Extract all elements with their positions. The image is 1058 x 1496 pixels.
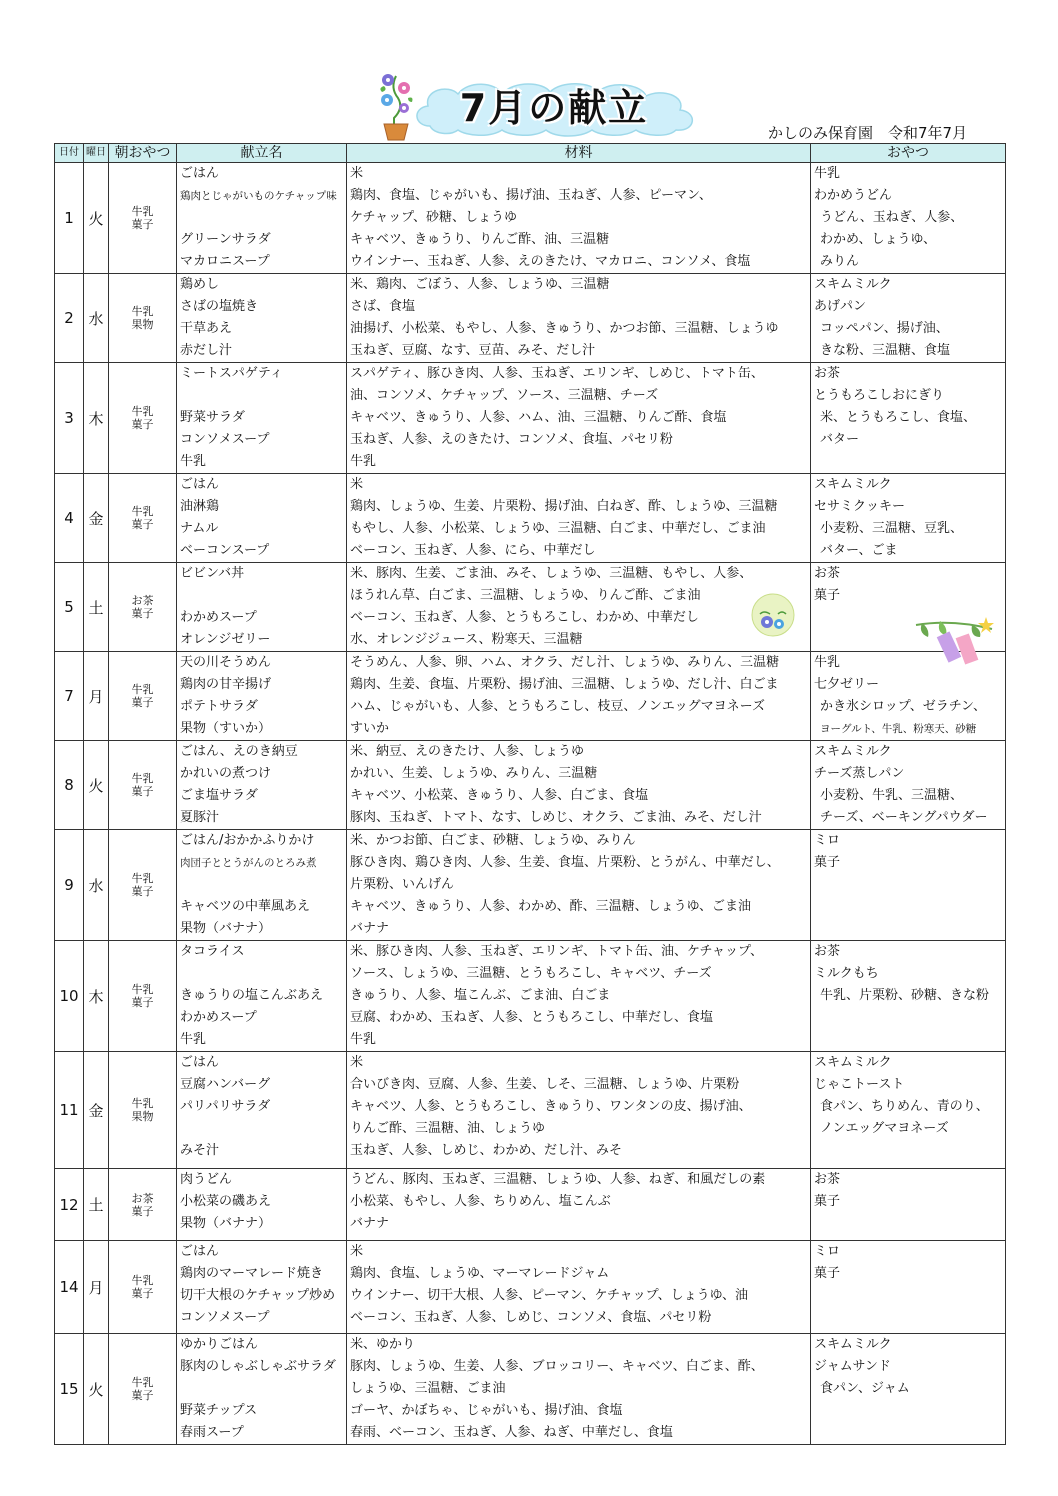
day-cell: 15: [55, 1334, 84, 1445]
breakfast-item: お茶: [131, 594, 154, 607]
snack-line: [811, 1007, 1005, 1029]
menu-body: [55, 163, 1006, 1445]
day-cell: 5: [55, 563, 84, 652]
ingredient-line: ウインナー、切干大根、人参、ピーマン、ケチャップ、しょうゆ、油: [350, 1288, 749, 1303]
weekday-cell: 金: [84, 474, 109, 563]
snack-cell: [811, 363, 1006, 474]
page-title: 7月の献立: [459, 86, 649, 130]
table-row: [55, 563, 1006, 652]
ingredient-line: かれい、生姜、しょうゆ、みりん、三温糖: [350, 766, 598, 781]
breakfast-item: 菓子: [131, 996, 154, 1009]
ingredient-line: ソース、しょうゆ、三温糖、とうもろこし、キャベツ、チーズ: [350, 966, 712, 981]
menu-item: グリーンサラダ: [180, 232, 271, 247]
snack-line: [811, 1422, 1005, 1444]
menu-item: 小松菜の磯あえ: [180, 1194, 272, 1209]
snack-line: セサミクッキー: [814, 499, 906, 514]
weekday-cell: 火: [84, 741, 109, 830]
ingredient-line: 水、オレンジジュース、粉寒天、三温糖: [350, 632, 583, 647]
weekday-cell: 月: [84, 652, 109, 741]
menu-item: 肉うどん: [180, 1172, 233, 1187]
ingredients-cell: [347, 163, 811, 274]
weekday-cell: 火: [84, 1334, 109, 1445]
nursery-and-date: かしのみ保育園 令和7年7月: [768, 124, 968, 142]
snack-line: [811, 1400, 1005, 1422]
snack-line: [811, 896, 1005, 918]
ingredient-line: バナナ: [350, 921, 390, 936]
snack-line: チーズ蒸しパン: [814, 766, 905, 781]
ingredient-line: 油揚げ、小松菜、もやし、人参、きゅうり、かつお節、三温糖、しょうゆ: [350, 321, 779, 336]
ingredient-line: 鶏肉、生姜、食塩、片栗粉、揚げ油、三温糖、しょうゆ、だし汁、白ごま: [350, 677, 779, 692]
breakfast-item: 菓子: [131, 885, 154, 898]
menu-item: ごま塩サラダ: [180, 788, 258, 803]
menu-item: 春雨スープ: [180, 1425, 244, 1440]
snack-line: [811, 1213, 1005, 1235]
breakfast-item: 果物: [131, 1110, 154, 1123]
day-cell: 7: [55, 652, 84, 741]
ingredient-line: 豆腐、わかめ、玉ねぎ、人参、とうもろこし、中華だし、食塩: [350, 1010, 713, 1025]
snack-line: じゃこトースト: [814, 1077, 905, 1092]
ingredient-line: りんご酢、三温糖、油、しょうゆ: [350, 1121, 546, 1136]
menu-item: 鶏肉とじゃがいものケチャップ味: [180, 190, 337, 202]
weekday-cell: 水: [84, 274, 109, 363]
menu-item: ごはん、えのき納豆: [180, 744, 298, 759]
snack-line: ノンエッグマヨネーズ: [820, 1121, 949, 1136]
morning-glory-badge-icon: [750, 592, 796, 638]
ingredient-line: 玉ねぎ、豆腐、なす、豆苗、みそ、だし汁: [350, 343, 596, 358]
snack-line: コッペパン、揚げ油、: [820, 321, 949, 336]
table-row: [55, 1052, 1006, 1169]
ingredients-cell: [347, 1241, 811, 1334]
breakfast-item: お茶: [131, 1191, 154, 1205]
snack-line: [811, 1285, 1005, 1307]
menu-item: ごはん: [180, 1244, 220, 1259]
ingredient-line: もやし、人参、小松菜、しょうゆ、三温糖、白ごま、中華だし、ごま油: [350, 521, 766, 536]
table-row: [55, 1241, 1006, 1334]
table-row: [55, 163, 1006, 274]
menu-cell: [177, 652, 347, 741]
day-cell: 3: [55, 363, 84, 474]
ingredient-line: 玉ねぎ、人参、えのきたけ、コンソメ、食塩、パセリ粉: [350, 432, 673, 447]
ingredient-line: 米、納豆、えのきたけ、人参、しょうゆ: [350, 744, 585, 759]
day-cell: 10: [55, 941, 84, 1052]
snack-line: [811, 1029, 1005, 1051]
tanabata-decoration-icon: [912, 615, 996, 671]
menu-cell: [177, 1334, 347, 1445]
ingredient-line: 鶏肉、食塩、じゃがいも、揚げ油、玉ねぎ、人参、ピーマン、: [350, 188, 712, 203]
day-cell: 12: [55, 1169, 84, 1241]
header-ingredients: 材料: [347, 144, 811, 163]
menu-cell: [177, 474, 347, 563]
ingredient-line: 米: [350, 477, 364, 492]
ingredient-line: キャベツ、きゅうり、人参、ハム、油、三温糖、りんご酢、食塩: [350, 410, 727, 425]
breakfast-item: 牛乳: [131, 983, 154, 996]
table-row: [55, 941, 1006, 1052]
snack-line: わかめ、しょうゆ、: [820, 232, 936, 247]
ingredient-line: 米: [350, 1055, 364, 1070]
weekday-cell: 金: [84, 1052, 109, 1169]
menu-item: 油淋鶏: [180, 499, 220, 514]
snack-cell: [811, 274, 1006, 363]
menu-item: タコライス: [180, 944, 245, 959]
menu-item: 肉団子ととうがんのとろみ煮: [180, 857, 317, 869]
snack-line: 牛乳: [814, 655, 841, 670]
weekday-cell: 土: [84, 563, 109, 652]
snack-line: バター、ごま: [820, 543, 898, 558]
ingredient-line: スパゲティ、豚ひき肉、人参、玉ねぎ、エリンギ、しめじ、トマト缶、: [350, 366, 764, 381]
weekday-cell: 火: [84, 163, 109, 274]
ingredients-cell: [347, 1334, 811, 1445]
breakfast-item: 果物: [131, 318, 154, 331]
menu-item: みそ汁: [180, 1143, 220, 1158]
menu-item: ポテトサラダ: [180, 699, 258, 714]
snack-line: [811, 1140, 1005, 1162]
snack-line: お茶: [814, 566, 841, 581]
breakfast-item: 牛乳: [131, 305, 154, 318]
breakfast-item: 菓子: [131, 218, 154, 231]
breakfast-item: 牛乳: [131, 405, 154, 418]
ingredient-line: 米、ゆかり: [350, 1337, 416, 1352]
menu-item: [177, 207, 346, 229]
ingredient-line: すいか: [350, 721, 390, 736]
ingredient-line: 春雨、ベーコン、玉ねぎ、人参、ねぎ、中華だし、食塩: [350, 1425, 673, 1440]
ingredient-line: 米、豚肉、生姜、ごま油、みそ、しょうゆ、三温糖、もやし、人参、: [350, 566, 753, 581]
ingredient-line: 片栗粉、いんげん: [350, 877, 455, 892]
snack-line: みりん: [820, 254, 860, 269]
ingredient-line: 米: [350, 1244, 364, 1259]
snack-cell: [811, 163, 1006, 274]
snack-line: 小麦粉、三温糖、豆乳、: [820, 521, 964, 536]
table-row: [55, 1169, 1006, 1241]
menu-item: 天の川そうめん: [180, 655, 272, 670]
ingredient-line: 牛乳: [350, 454, 377, 469]
snack-line: 牛乳: [814, 166, 841, 181]
breakfast-item: 菓子: [131, 1389, 154, 1402]
breakfast-cell: [109, 741, 177, 830]
breakfast-cell: [109, 830, 177, 941]
breakfast-item: 牛乳: [131, 872, 154, 885]
menu-item: [177, 874, 346, 896]
snack-line: スキムミルク: [814, 477, 892, 492]
breakfast-cell: [109, 163, 177, 274]
breakfast-item: 菓子: [131, 785, 154, 798]
day-cell: 4: [55, 474, 84, 563]
ingredients-cell: [347, 274, 811, 363]
menu-item: 果物（すいか）: [180, 721, 272, 736]
ingredients-cell: [347, 741, 811, 830]
snack-line: 七夕ゼリー: [814, 677, 880, 692]
menu-item: ごはん: [180, 477, 220, 492]
ingredient-line: キャベツ、人参、とうもろこし、きゅうり、ワンタンの皮、揚げ油、: [350, 1099, 752, 1114]
table-header-row: [55, 144, 1006, 163]
menu-item: [177, 1378, 346, 1400]
snack-line: わかめうどん: [814, 188, 893, 203]
ingredient-line: 米、かつお節、白ごま、砂糖、しょうゆ、みりん: [350, 833, 636, 848]
weekday-cell: 月: [84, 1241, 109, 1334]
snack-line: 菓子: [814, 588, 841, 603]
ingredient-line: 合いびき肉、豆腐、人参、生姜、しそ、三温糖、しょうゆ、片栗粉: [350, 1077, 740, 1092]
day-cell: 8: [55, 741, 84, 830]
menu-cell: [177, 741, 347, 830]
menu-cell: [177, 1241, 347, 1334]
snack-line: チーズ、ベーキングパウダー: [820, 810, 988, 825]
table-row: [55, 363, 1006, 474]
breakfast-cell: [109, 1052, 177, 1169]
menu-item: 果物（バナナ）: [180, 1216, 272, 1231]
snack-cell: [811, 1241, 1006, 1334]
ingredient-line: ベーコン、玉ねぎ、人参、とうもろこし、わかめ、中華だし: [350, 610, 699, 625]
ingredient-line: ウインナー、玉ねぎ、人参、えのきたけ、マカロニ、コンソメ、食塩: [350, 254, 751, 269]
menu-item: [177, 1118, 346, 1140]
day-cell: 2: [55, 274, 84, 363]
header-breakfast: 朝おやつ: [109, 144, 177, 163]
snack-line: お茶: [814, 944, 841, 959]
weekday-cell: 水: [84, 830, 109, 941]
weekday-cell: 木: [84, 363, 109, 474]
ingredient-line: ケチャップ、砂糖、しょうゆ: [350, 210, 518, 225]
snack-line: スキムミルク: [814, 1055, 892, 1070]
breakfast-cell: [109, 563, 177, 652]
breakfast-item: 牛乳: [131, 1376, 154, 1389]
ingredient-line: 米: [350, 166, 364, 181]
ingredient-line: ほうれん草、白ごま、三温糖、しょうゆ、りんご酢、ごま油: [350, 588, 701, 603]
snack-cell: [811, 474, 1006, 563]
snack-line: あげパン: [814, 299, 867, 314]
snack-line: 小麦粉、牛乳、三温糖、: [820, 788, 964, 803]
weekday-cell: 土: [84, 1169, 109, 1241]
snack-line: ミロ: [814, 1244, 841, 1259]
snack-line: ミルクもち: [814, 966, 879, 981]
header-weekday: 曜日: [84, 144, 109, 163]
menu-item: かれいの煮つけ: [180, 766, 272, 781]
ingredient-line: キャベツ、小松菜、きゅうり、人参、白ごま、食塩: [350, 788, 649, 803]
ingredient-line: しょうゆ、三温糖、ごま油: [350, 1381, 506, 1396]
menu-cell: [177, 563, 347, 652]
snack-cell: [811, 1334, 1006, 1445]
breakfast-item: 菓子: [131, 607, 154, 620]
snack-line: [811, 918, 1005, 940]
snack-cell: [811, 941, 1006, 1052]
snack-cell: [811, 1169, 1006, 1241]
breakfast-cell: [109, 1334, 177, 1445]
ingredient-line: ハム、じゃがいも、人参、とうもろこし、枝豆、ノンエッグマヨネーズ: [350, 699, 765, 714]
breakfast-cell: [109, 941, 177, 1052]
menu-item: 鶏肉の甘辛揚げ: [180, 677, 272, 692]
menu-item: 鶏めし: [180, 277, 220, 292]
ingredient-line: キャベツ、きゅうり、りんご酢、油、三温糖: [350, 232, 610, 247]
menu-item: ベーコンスープ: [180, 543, 270, 558]
menu-item: ゆかりごはん: [180, 1337, 259, 1352]
menu-item: ミートスパゲティ: [180, 366, 283, 381]
ingredient-line: 鶏肉、しょうゆ、生姜、片栗粉、揚げ油、白ねぎ、酢、しょうゆ、三温糖: [350, 499, 778, 514]
ingredient-line: 玉ねぎ、人参、しめじ、わかめ、だし汁、みそ: [350, 1143, 622, 1158]
snack-line: お茶: [814, 1172, 841, 1187]
menu-cell: [177, 941, 347, 1052]
ingredients-cell: [347, 830, 811, 941]
menu-item: 豆腐ハンバーグ: [180, 1077, 271, 1092]
breakfast-item: 菓子: [131, 418, 154, 431]
ingredient-line: 豚肉、しょうゆ、生姜、人参、ブロッコリー、キャベツ、白ごま、酢、: [350, 1359, 764, 1374]
ingredient-line: 豚ひき肉、鶏ひき肉、人参、生姜、食塩、片栗粉、とうがん、中華だし、: [350, 855, 780, 870]
snack-line: 牛乳、片栗粉、砂糖、きな粉: [820, 988, 990, 1003]
ingredients-cell: [347, 563, 811, 652]
header-menu: 献立名: [177, 144, 347, 163]
menu-item: 野菜サラダ: [180, 410, 245, 425]
snack-line: スキムミルク: [814, 1337, 892, 1352]
breakfast-cell: [109, 274, 177, 363]
menu-cell: [177, 274, 347, 363]
snack-line: 菓子: [814, 1194, 841, 1209]
snack-line: 食パン、ちりめん、青のり、: [820, 1099, 989, 1114]
menu-item: ごはん: [180, 166, 220, 181]
menu-item: 赤だし汁: [180, 343, 233, 358]
ingredients-cell: [347, 1169, 811, 1241]
snack-cell: [811, 741, 1006, 830]
menu-item: オレンジゼリー: [180, 632, 271, 647]
snack-line: [811, 1307, 1005, 1329]
breakfast-item: 牛乳: [131, 683, 154, 696]
table-row: [55, 274, 1006, 363]
morning-glory-pot-icon: [376, 68, 416, 142]
breakfast-item: 菓子: [131, 518, 154, 531]
menu-item: わかめスープ: [180, 1010, 257, 1025]
ingredient-line: バナナ: [350, 1216, 390, 1231]
table-row: [55, 652, 1006, 741]
breakfast-item: 菓子: [131, 696, 154, 709]
snack-cell: [811, 830, 1006, 941]
ingredient-line: 油、コンソメ、ケチャップ、ソース、三温糖、チーズ: [350, 388, 659, 403]
day-cell: 9: [55, 830, 84, 941]
ingredients-cell: [347, 474, 811, 563]
header-snack: おやつ: [811, 144, 1006, 163]
breakfast-item: 牛乳: [131, 505, 154, 518]
menu-item: [177, 385, 346, 407]
weekday-cell: 木: [84, 941, 109, 1052]
breakfast-cell: [109, 1169, 177, 1241]
header-date: 日付: [55, 144, 84, 163]
breakfast-item: 菓子: [131, 1204, 154, 1218]
ingredient-line: ゴーヤ、かぼちゃ、じゃがいも、揚げ油、食塩: [350, 1403, 623, 1418]
snack-line: スキムミルク: [814, 277, 892, 292]
snack-line: スキムミルク: [814, 744, 892, 759]
ingredient-line: そうめん、人参、卵、ハム、オクラ、だし汁、しょうゆ、みりん、三温糖: [350, 655, 780, 670]
ingredient-line: ベーコン、玉ねぎ、人参、しめじ、コンソメ、食塩、パセリ粉: [350, 1310, 712, 1325]
menu-item: 牛乳: [180, 1032, 207, 1047]
menu-item: 牛乳: [180, 454, 207, 469]
menu-item: ナムル: [180, 521, 219, 536]
snack-cell: [811, 1052, 1006, 1169]
menu-item: 切干大根のケチャップ炒め: [180, 1288, 336, 1303]
ingredient-line: きゅうり、人参、塩こんぶ、ごま油、白ごま: [350, 988, 611, 1003]
breakfast-item: 菓子: [131, 1287, 154, 1300]
table-row: [55, 741, 1006, 830]
menu-item: コンソメスープ: [180, 1310, 270, 1325]
breakfast-item: 牛乳: [131, 772, 154, 785]
breakfast-item: 牛乳: [131, 1097, 154, 1110]
menu-cell: [177, 363, 347, 474]
menu-item: マカロニスープ: [180, 254, 270, 269]
menu-item: ビビンバ丼: [180, 566, 245, 581]
menu-item: [177, 585, 346, 607]
ingredients-cell: [347, 652, 811, 741]
ingredient-line: 豚肉、玉ねぎ、トマト、なす、しめじ、オクラ、ごま油、みそ、だし汁: [350, 810, 762, 825]
snack-line: きな粉、三温糖、食塩: [820, 343, 951, 358]
ingredient-line: ベーコン、玉ねぎ、人参、にら、中華だし: [350, 543, 596, 558]
menu-table: [54, 143, 1006, 1445]
menu-item: ごはん/おかかふりかけ: [180, 833, 315, 848]
snack-line: うどん、玉ねぎ、人参、: [820, 210, 964, 225]
table-row: [55, 830, 1006, 941]
page-header: [0, 0, 1058, 142]
ingredient-line: うどん、豚肉、玉ねぎ、三温糖、しょうゆ、人参、ねぎ、和風だしの素: [350, 1172, 766, 1187]
snack-line: [811, 451, 1005, 473]
menu-cell: [177, 1169, 347, 1241]
day-cell: 11: [55, 1052, 84, 1169]
menu-item: 夏豚汁: [180, 810, 220, 825]
snack-line: ヨーグルト、牛乳、粉寒天、砂糖: [820, 723, 977, 735]
menu-cell: [177, 163, 347, 274]
snack-line: [811, 874, 1005, 896]
breakfast-cell: [109, 363, 177, 474]
snack-line: お茶: [814, 366, 841, 381]
menu-cell: [177, 1052, 347, 1169]
menu-item: [177, 963, 346, 985]
menu-item: キャベツの中華風あえ: [180, 899, 311, 914]
menu-item: 果物（バナナ）: [180, 921, 272, 936]
breakfast-cell: [109, 1241, 177, 1334]
snack-line: ジャムサンド: [814, 1359, 891, 1374]
day-cell: 14: [55, 1241, 84, 1334]
breakfast-item: 牛乳: [131, 1274, 154, 1287]
menu-item: 干草あえ: [180, 321, 233, 336]
ingredient-line: 米、豚ひき肉、人参、玉ねぎ、エリンギ、トマト缶、油、ケチャップ、: [350, 944, 764, 959]
menu-cell: [177, 830, 347, 941]
menu-item: 野菜チップス: [180, 1403, 258, 1418]
ingredient-line: 鶏肉、食塩、しょうゆ、マーマレードジャム: [350, 1266, 610, 1281]
menu-item: 鶏肉のマーマレード焼き: [180, 1266, 324, 1281]
breakfast-cell: [109, 474, 177, 563]
menu-item: わかめスープ: [180, 610, 257, 625]
table-row: [55, 474, 1006, 563]
snack-line: 菓子: [814, 855, 841, 870]
ingredients-cell: [347, 1052, 811, 1169]
snack-line: 菓子: [814, 1266, 841, 1281]
snack-line: 米、とうもろこし、食塩、: [820, 410, 977, 425]
breakfast-item: 牛乳: [131, 205, 154, 218]
menu-item: きゅうりの塩こんぶあえ: [180, 988, 324, 1003]
ingredients-cell: [347, 941, 811, 1052]
table-row: [55, 1334, 1006, 1445]
breakfast-cell: [109, 652, 177, 741]
menu-item: 豚肉のしゃぶしゃぶサラダ: [180, 1359, 336, 1374]
day-cell: 1: [55, 163, 84, 274]
ingredient-line: 米、鶏肉、ごぼう、人参、しょうゆ、三温糖: [350, 277, 610, 292]
menu-item: さばの塩焼き: [180, 299, 259, 314]
ingredients-cell: [347, 363, 811, 474]
ingredient-line: キャベツ、きゅうり、人参、わかめ、酢、三温糖、しょうゆ、ごま油: [350, 899, 752, 914]
ingredient-line: 小松菜、もやし、人参、ちりめん、塩こんぶ: [350, 1194, 611, 1209]
snack-line: バター: [820, 432, 860, 447]
menu-item: ごはん: [180, 1055, 220, 1070]
snack-line: ミロ: [814, 833, 841, 848]
ingredient-line: さば、食塩: [350, 299, 416, 314]
menu-item: パリパリサラダ: [180, 1099, 271, 1114]
ingredient-line: 牛乳: [350, 1032, 377, 1047]
snack-line: かき氷シロップ、ゼラチン、: [820, 699, 987, 714]
snack-line: とうもろこしおにぎり: [814, 388, 945, 403]
snack-line: 食パン、ジャム: [820, 1381, 910, 1396]
menu-item: コンソメスープ: [180, 432, 270, 447]
